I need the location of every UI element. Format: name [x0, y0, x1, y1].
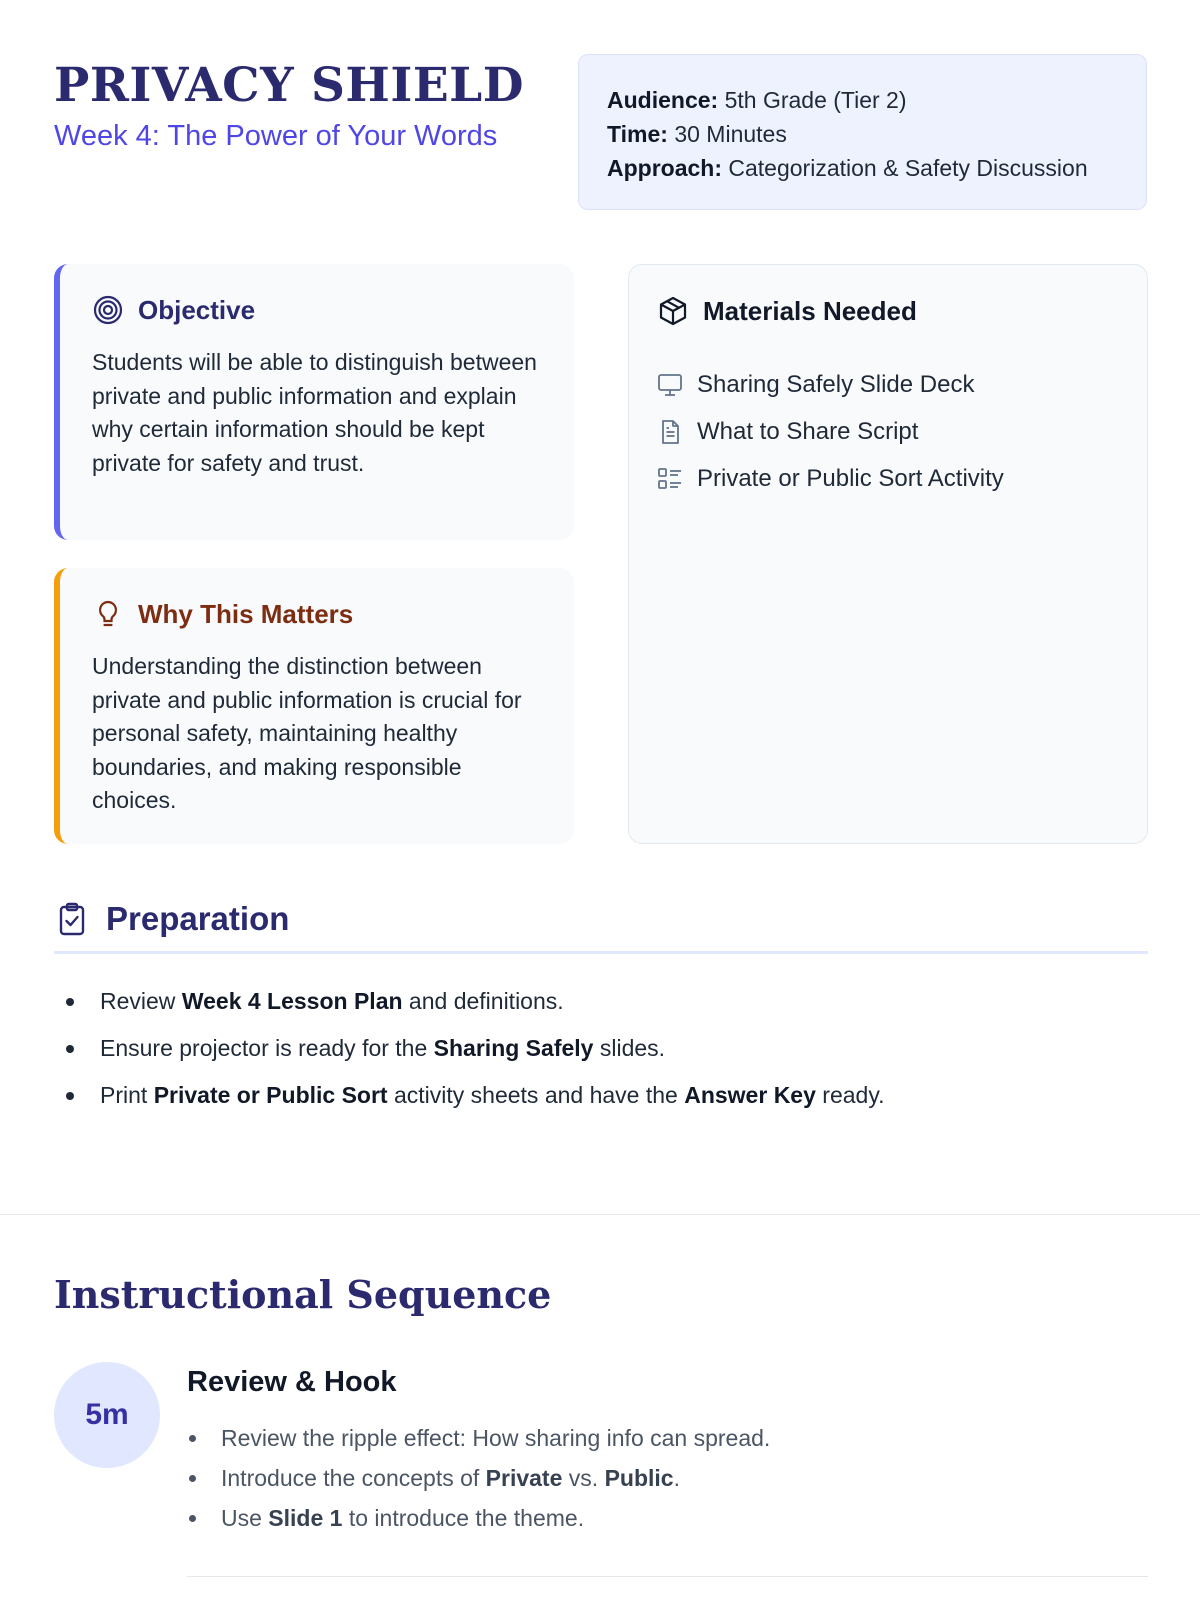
materials-heading: Materials Needed	[703, 295, 917, 326]
time-line	[607, 117, 1118, 151]
approach-line	[607, 151, 1118, 185]
target-icon	[92, 294, 124, 326]
preparation-divider	[54, 951, 1148, 954]
objective-card	[54, 264, 574, 540]
list-item: Use Slide 1 to introduce the theme.	[187, 1498, 770, 1538]
material-label: Sharing Safely Slide Deck	[697, 370, 975, 398]
list-item: Introduce the concepts of Private vs. Public.	[187, 1458, 770, 1498]
material-item-sort-activity	[655, 455, 1004, 502]
step-title: Review & Hook	[187, 1366, 397, 1398]
approach-value: Categorization & Safety Discussion	[722, 155, 1088, 181]
sequence-heading: Instructional Sequence	[54, 1272, 552, 1317]
material-item-slide-deck	[655, 361, 1004, 408]
material-label: Private or Public Sort Activity	[697, 464, 1004, 492]
step-divider	[187, 1576, 1148, 1577]
document-icon	[655, 417, 685, 447]
list-item: Print Private or Public Sort activity sheets and have the Answer Key ready.	[66, 1072, 885, 1119]
audience-value: 5th Grade (Tier 2)	[718, 87, 907, 113]
preparation-header	[54, 900, 289, 938]
step-duration-badge: 5m	[54, 1362, 160, 1468]
section-divider	[0, 1214, 1200, 1215]
preparation-heading: Preparation	[106, 900, 290, 937]
material-item-script	[655, 408, 1004, 455]
preparation-list	[66, 978, 885, 1119]
materials-header	[657, 295, 917, 327]
time-label: Time:	[607, 121, 668, 147]
list-item: Ensure projector is ready for the Sharing Safely slides.	[66, 1025, 885, 1072]
page-title: PRIVACY SHIELD	[54, 58, 524, 113]
materials-card	[628, 264, 1148, 844]
lesson-meta-box	[578, 54, 1147, 210]
why-heading: Why This Matters	[138, 598, 354, 629]
audience-label: Audience:	[607, 87, 719, 113]
why-header	[92, 598, 353, 630]
clipboard-check-icon	[54, 901, 90, 937]
box-icon	[657, 295, 689, 327]
material-label: What to Share Script	[697, 417, 919, 445]
lightbulb-icon	[92, 598, 124, 630]
monitor-icon	[655, 370, 685, 400]
objective-text: Students will be able to distinguish between private and public information and explain why certain information should be kept private for safety and trust.	[92, 349, 537, 476]
why-this-matters-card	[54, 568, 574, 844]
objective-heading: Objective	[138, 294, 256, 325]
approach-label: Approach:	[607, 155, 722, 181]
audience-line	[607, 83, 1118, 117]
list-item: Review Week 4 Lesson Plan and definitions.	[66, 978, 885, 1025]
list-item: Review the ripple effect: How sharing info can spread.	[187, 1418, 770, 1458]
step-list	[187, 1418, 770, 1538]
objective-header	[92, 294, 255, 326]
page-subtitle: Week 4: The Power of Your Words	[54, 120, 498, 152]
time-value: 30 Minutes	[667, 121, 787, 147]
why-text: Understanding the distinction between private and public information is crucial for personal safety, maintaining healthy boundaries, and making responsible choices.	[92, 653, 522, 813]
materials-list	[655, 361, 1004, 502]
checklist-icon	[655, 464, 685, 494]
